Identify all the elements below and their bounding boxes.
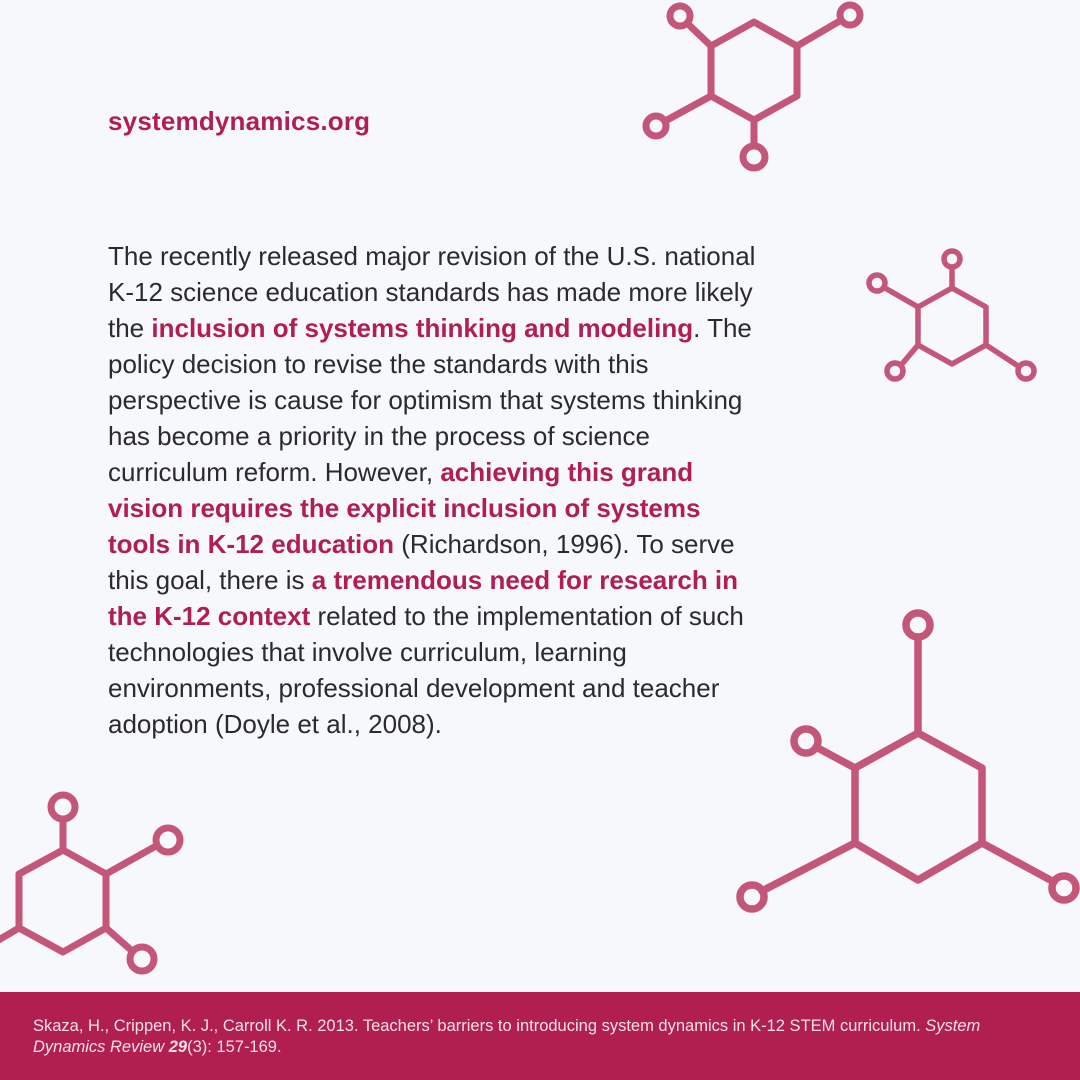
brand-url: systemdynamics.org [108, 106, 371, 136]
body-text-part: related to the implementation of such technologies that involve curriculum, learning environments, professional development and teacher adoption (Doyle et al., 2008). [108, 601, 744, 739]
body-text-part: . The policy decision to revise the standards with this perspective is cause for optimism that systems thinking has become a priority in the process of science curriculum reform. However, [108, 313, 752, 487]
molecule-icon [869, 251, 1034, 379]
body-text-part: The recently released major revision of the U.S. national K-12 science education standards has made more likely the [108, 241, 756, 343]
citation-journal: System Dynamics Review [33, 1017, 981, 1056]
citation-pages: (3): 157-169. [187, 1038, 282, 1056]
body-text-part: (Richardson, 1996). To serve this goal, there is [108, 529, 735, 595]
molecule-icon [740, 613, 1076, 909]
body-paragraph [108, 238, 768, 742]
highlight-systems-thinking: inclusion of systems thinking and modeling [151, 313, 694, 343]
citation-volume: 29 [168, 1038, 188, 1056]
highlight-research-need: a tremendous need for research in the K-12 context [108, 565, 739, 631]
molecule-icon [646, 5, 860, 168]
molecule-icon [0, 795, 180, 971]
citation-text [33, 1016, 1033, 1058]
highlight-grand-vision: achieving this grand vision requires the explicit inclusion of systems tools in K-12 education [108, 457, 701, 559]
citation-authors: Skaza, H., Crippen, K. J., Carroll K. R. 2013. Teachers’ barriers to introducing system dynamics in K-12 STEM curriculum. [33, 1017, 926, 1035]
